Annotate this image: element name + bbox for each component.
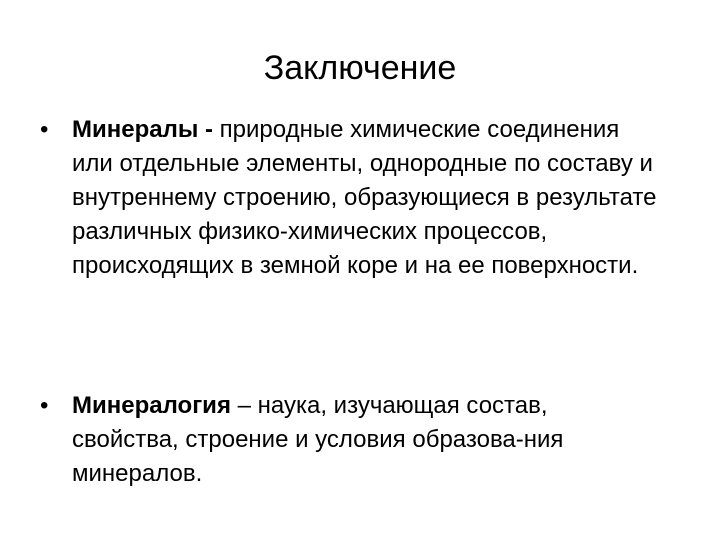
bullet-term: Минералогия: [72, 392, 231, 419]
bullet-item-minerals: [40, 113, 660, 283]
bullet-separator: -: [198, 116, 220, 143]
bullet-definition: наука, изучающая состав, свойства, строение и условия образова-ния минералов.: [72, 392, 564, 487]
bullet-marker: •: [40, 392, 49, 419]
bullet-separator: –: [230, 392, 258, 419]
bullet-definition: природные химические соединения или отдельные элементы, однородные по составу и внутреннему строению, образующиеся в результате различных физико-химических процессов, происходящих в земной коре и на ее поверхности.: [72, 116, 657, 279]
bullet-marker: •: [40, 116, 49, 143]
bullet-term: Минералы: [72, 116, 199, 143]
bullet-item-mineralogy: [40, 389, 660, 491]
bullet-text: [72, 113, 660, 283]
bullet-text: [72, 389, 660, 491]
slide-title: Заключение: [263, 49, 457, 87]
